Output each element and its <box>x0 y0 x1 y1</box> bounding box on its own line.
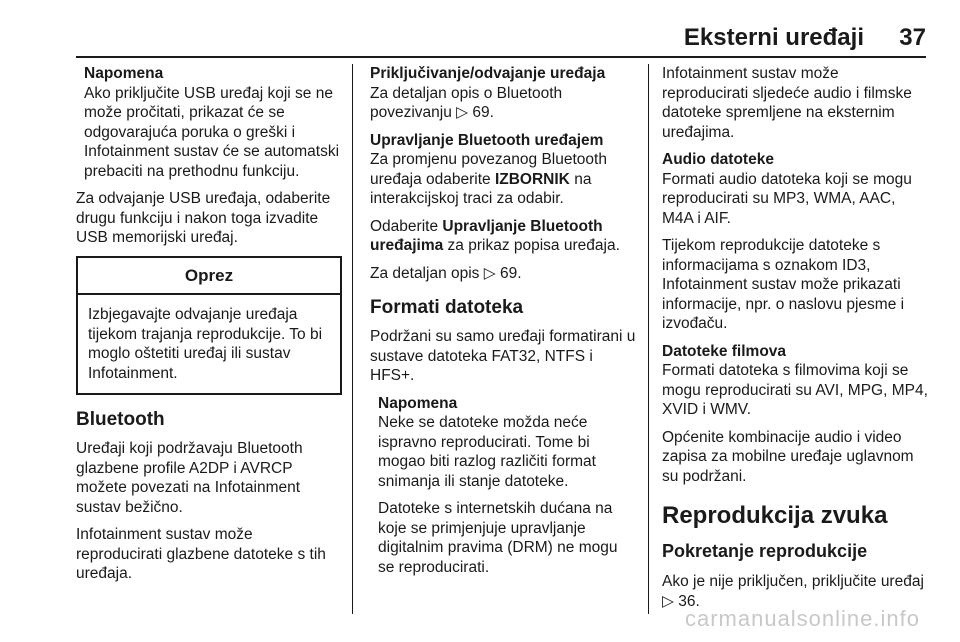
section-heading-start: Pokretanje reprodukcije <box>662 541 868 561</box>
page-header <box>0 0 960 58</box>
paragraph <box>370 217 636 256</box>
paragraph: Formati audio datoteka koji se mogu reproducirati su MP3, WMA, AAC, M4A i AIF. <box>662 170 912 227</box>
subheading-manage: Upravljanje Bluetooth uređajem <box>370 131 604 149</box>
paragraph: Formati datoteka s filmovima koji se mogu reproducirati su AVI, MPG, MP4, XVID i WMV. <box>662 362 928 418</box>
page-ref[interactable]: 36. <box>678 592 700 610</box>
column-3 <box>662 64 928 619</box>
section-heading-formats: Formati datoteka <box>370 297 524 318</box>
paragraph <box>370 264 636 284</box>
paragraph: Podržani su samo uređaji formatirani u sustave datoteka FAT32, NTFS i HFS+. <box>370 328 636 384</box>
paragraph: Za odvajanje USB uređaja, odaberite drugu funkciju i nakon toga izvadite USB memorijski uređaj. <box>76 190 331 246</box>
header-rule <box>76 56 926 58</box>
column-divider <box>352 64 353 614</box>
text: Ako je nije priključen, priključite uređaj <box>662 573 924 590</box>
note-text: Neke se datoteke možda neće ispravno reproducirati. Tome bi mogao biti razlog različiti format snimanja ili stanje datoteke. <box>378 414 596 490</box>
page-ref[interactable]: 69. <box>472 104 494 121</box>
watermark: carmanualsonline.info <box>684 606 920 631</box>
paragraph: Uređaji koji podržavaju Bluetooth glazbene profile A2DP i AVRCP možete povezati na Infotainment sustav bežično. <box>76 440 303 516</box>
text: Za detaljan opis <box>370 264 480 282</box>
note-text: Ako priključite USB uređaj koji se ne može pročitati, prikazat će se odgovarajuća poruka o greški i Infotainment sustav će se automatski prebaciti na prethodnu funkciju. <box>84 84 340 180</box>
text: za prikaz popisa uređaja. <box>447 237 620 254</box>
subheading-audio: Audio datoteke <box>662 151 774 168</box>
paragraph: Infotainment sustav može reproducirati sljedeće audio i filmske datoteke spremljene na eksternim uređajima. <box>662 65 912 141</box>
caution-heading: Oprez <box>78 258 340 296</box>
chapter-heading-audio-playback: Reprodukcija zvuka <box>662 502 888 529</box>
ref-arrow-icon: ▷ <box>483 264 496 282</box>
menu-label: IZBORNIK <box>494 170 570 188</box>
text: Za promjenu povezanog Bluetooth uređaja odaberite <box>370 151 607 188</box>
paragraph: Tijekom reprodukcije datoteke s informacijama s oznakom ID3, Infotainment sustav može prikazati informacije, npr. o naslovu pjesme i izvođaču. <box>662 237 905 332</box>
subheading-film: Datoteke filmova <box>662 342 787 360</box>
text: na interakcijskoj traci za odabir. <box>370 170 592 207</box>
note-text: Datoteke s internetskih dućana na koje se primjenjuje upravljanje digitalnim pravima (DRM) ne mogu se reproducirati. <box>378 500 618 576</box>
page-number: 37 <box>899 24 926 51</box>
paragraph: Općenite kombinacije audio i video zapisa za mobilne uređaje uglavnom su podržani. <box>662 428 914 485</box>
column-divider <box>648 64 649 614</box>
ref-arrow-icon: ▷ <box>662 592 674 610</box>
text: Za detaljan opis o Bluetooth povezivanju <box>370 84 563 121</box>
caution-box <box>76 256 342 396</box>
page-ref[interactable]: 69. <box>499 264 522 282</box>
column-1 <box>76 64 342 592</box>
menu-label: Upravljanje Bluetooth uređajima <box>370 217 603 254</box>
ref-arrow-icon: ▷ <box>456 104 469 121</box>
section-heading-bluetooth: Bluetooth <box>76 409 165 430</box>
paragraph <box>370 84 636 123</box>
text: Odaberite <box>370 217 439 235</box>
paragraph: Infotainment sustav može reproducirati glazbene datoteke s tih uređaja. <box>76 526 326 582</box>
page-title: Eksterni uređaji <box>683 24 864 51</box>
note-box <box>370 394 636 578</box>
note-heading: Napomena <box>378 394 458 412</box>
caution-text: Izbjegavajte odvajanje uređaja tijekom trajanja reprodukcije. To bi moglo oštetiti uređaj ili sustav Infotainment. <box>88 306 323 382</box>
note-heading: Napomena <box>84 65 164 82</box>
column-2 <box>370 64 636 585</box>
paragraph <box>370 150 636 209</box>
subheading-connect: Priključivanje/odvajanje uređaja <box>370 65 606 82</box>
note-box <box>76 64 342 181</box>
